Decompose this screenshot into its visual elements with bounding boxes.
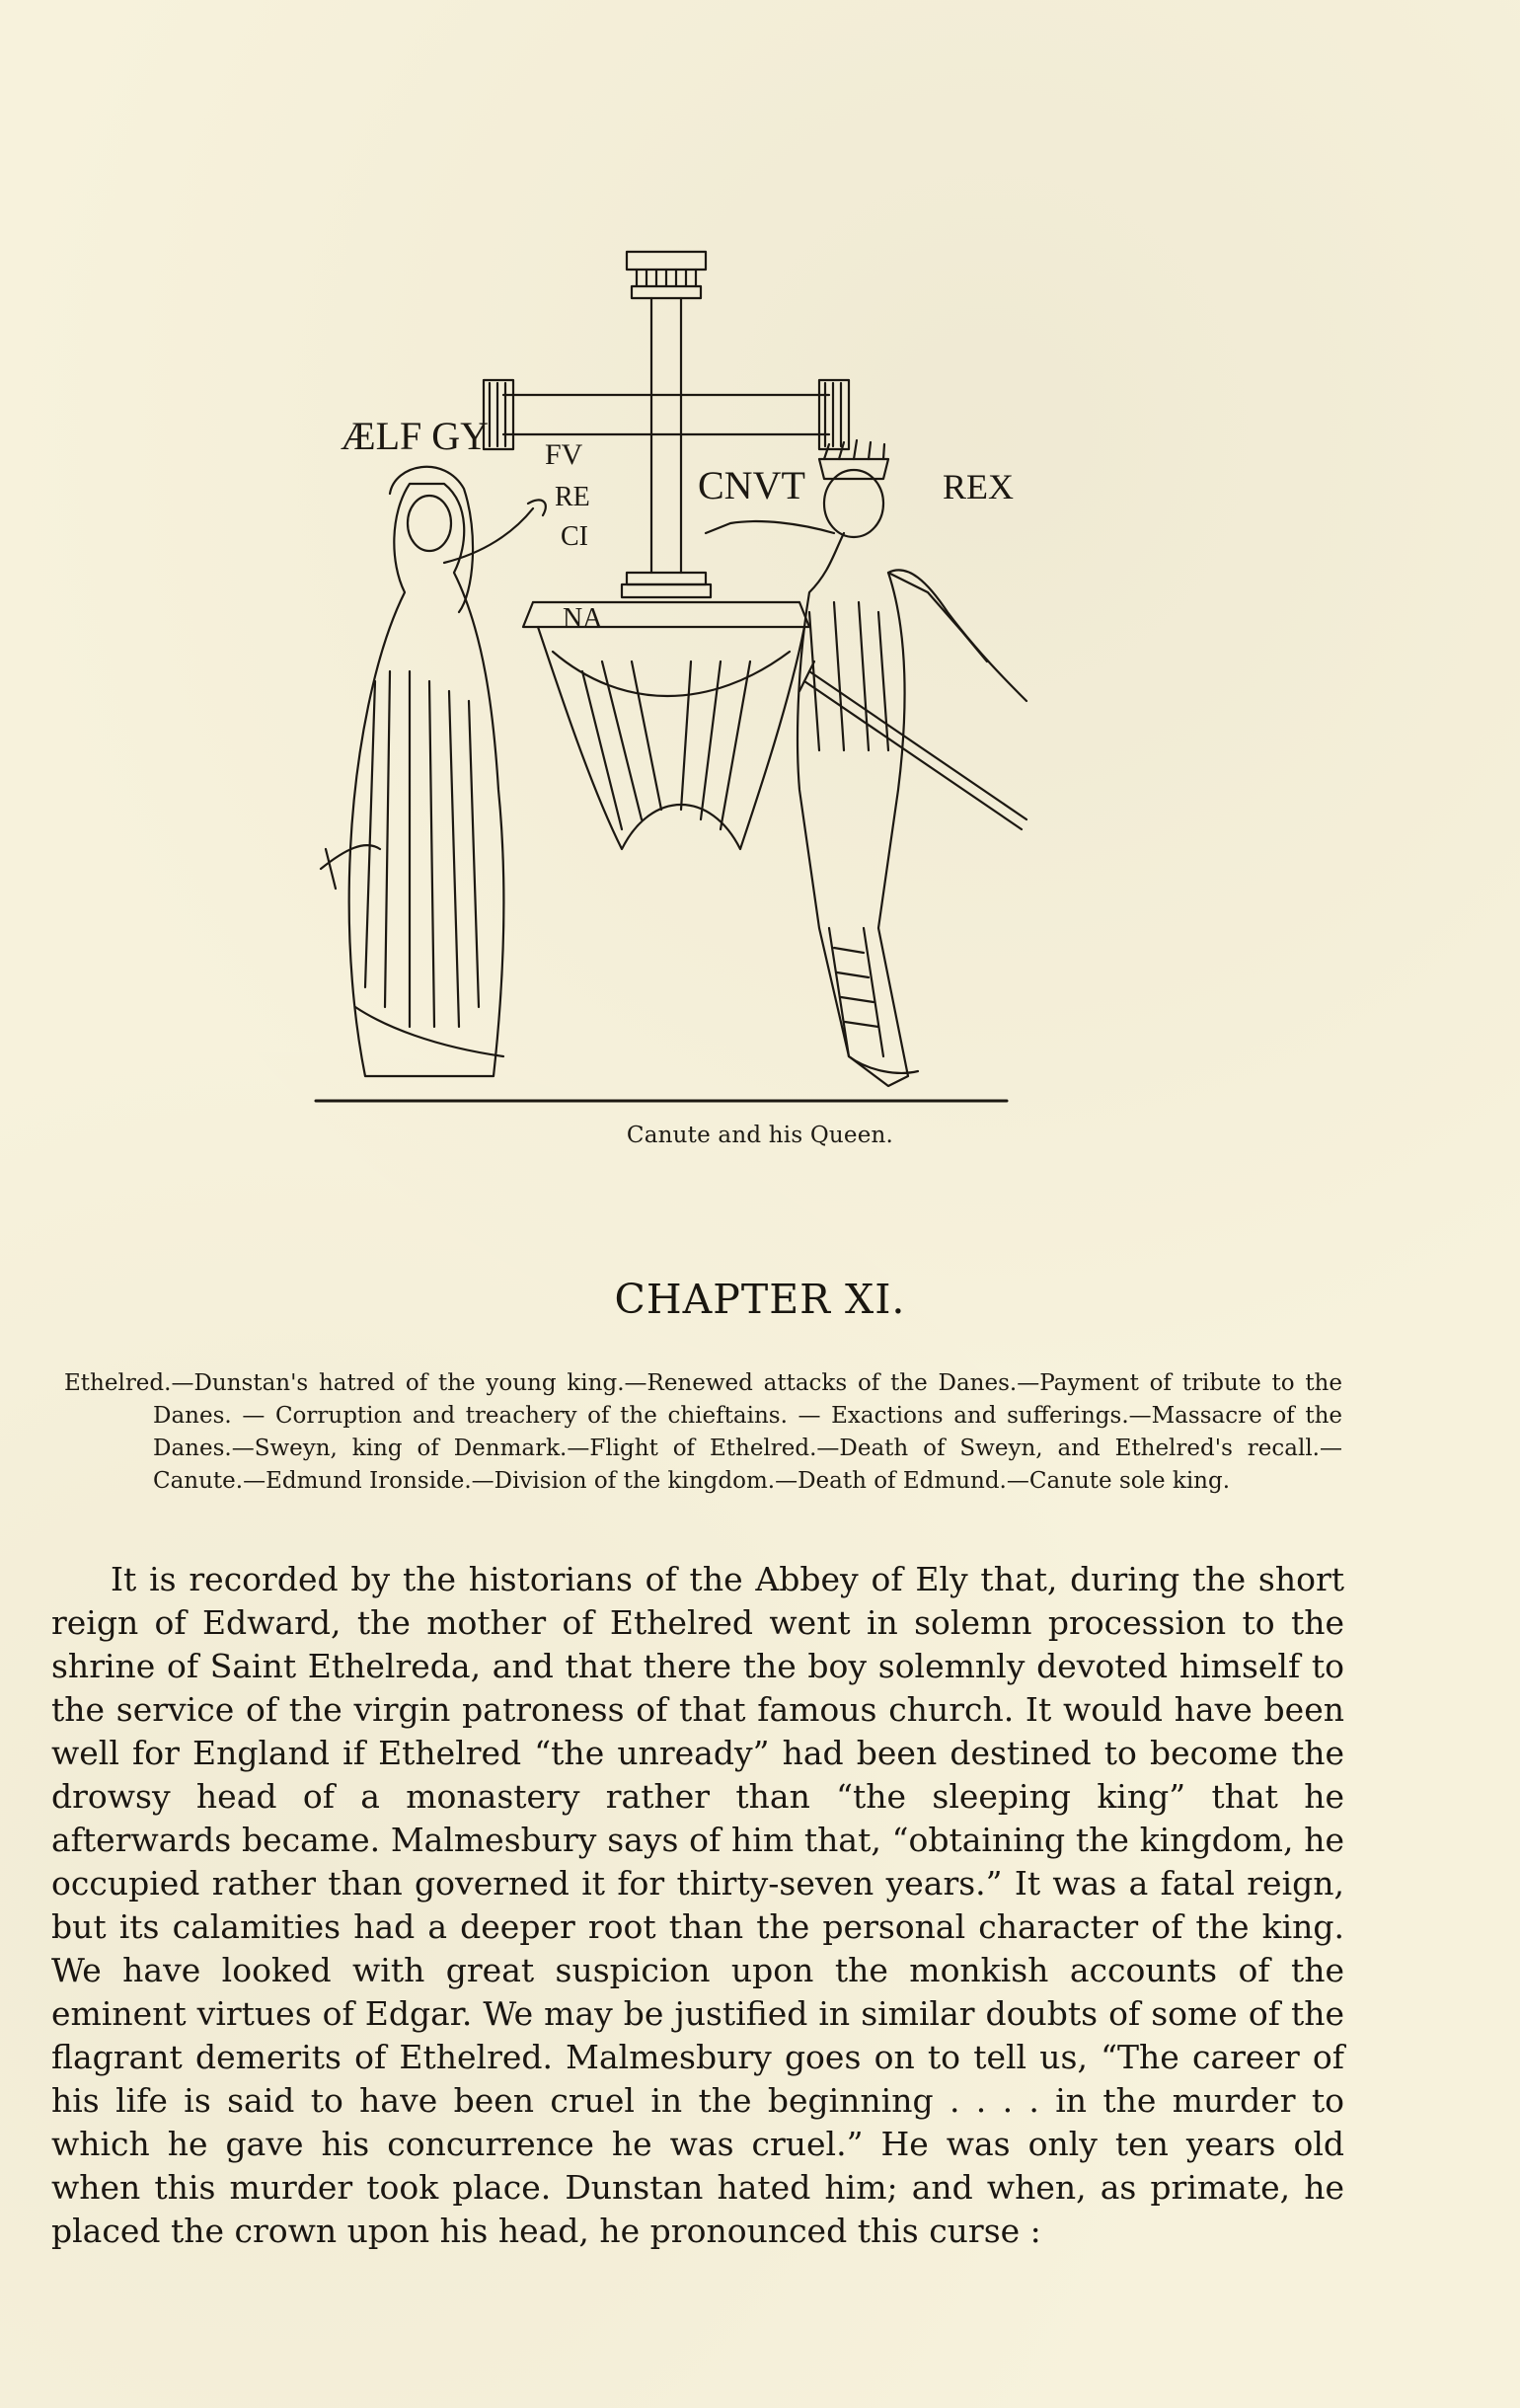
- inscription-na: NA: [563, 603, 603, 634]
- cross-capital: [627, 252, 706, 270]
- body-text: [51, 1558, 1344, 2253]
- chapter-title: CHAPTER XI.: [614, 1276, 906, 1323]
- engraving-svg: [296, 237, 1125, 1126]
- inscription-fu: FV: [545, 438, 583, 471]
- canute-and-queen-engraving: [296, 237, 1125, 1126]
- inscription-re: RE: [555, 482, 590, 512]
- inscription-ci: CI: [561, 521, 588, 552]
- inscription-rex: REX: [943, 467, 1014, 506]
- body-paragraph: It is recorded by the historians of the Abbey of Ely that, during the short reign of Edward, the mother of Ethelred went in solemn procession to the shrine of Saint Ethelreda, and that there the boy solemnly devoted himself to the service of the virgin patroness of that famous church. It would have been well for England if Ethelred “the unready” had been destined to become the drowsy head of a monastery rather than “the sleeping king” that he afterwards became. Malmesbury says of him that, “obtaining the kingdom, he occupied rather than governed it for thirty-seven years.” It was a fatal reign, but its calamities had a deeper root than the personal character of the king. We have looked with great suspicion upon the monkish accounts of the eminent virtues of Edgar. We may be justified in similar doubts of some of the flagrant demerits of Ethelred. Malmesbury goes on to tell us, “The career of his life is said to have been cruel in the beginning . . . . in the murder to which he gave his concurrence he was cruel.” He was only ten years old when this murder took place. Dunstan hated him; and when, as primate, he placed the crown upon his head, he pronounced this curse :: [51, 1560, 1344, 2250]
- chapter-summary-text: Ethelred.—Dunstan's hatred of the young king.—Renewed attacks of the Danes.—Payment of tribute to the Danes. — Corruption and treachery of the chieftains. — Exactions and sufferings.—Massacre of the Danes.—Sweyn, king of Denmark.—Flight of Ethelred.—Death of Sweyn, and Ethelred's recall.—Canute.—Edmund Ironside.—Division of the kingdom.—Death of Edmund.—Canute sole king.: [64, 1370, 1342, 1494]
- chapter-summary: [64, 1367, 1342, 1498]
- inscription-left-top: ÆLF GY: [341, 414, 490, 458]
- inscription-cnut: CNVT: [698, 463, 805, 507]
- illustration-caption: Canute and his Queen.: [626, 1123, 894, 1148]
